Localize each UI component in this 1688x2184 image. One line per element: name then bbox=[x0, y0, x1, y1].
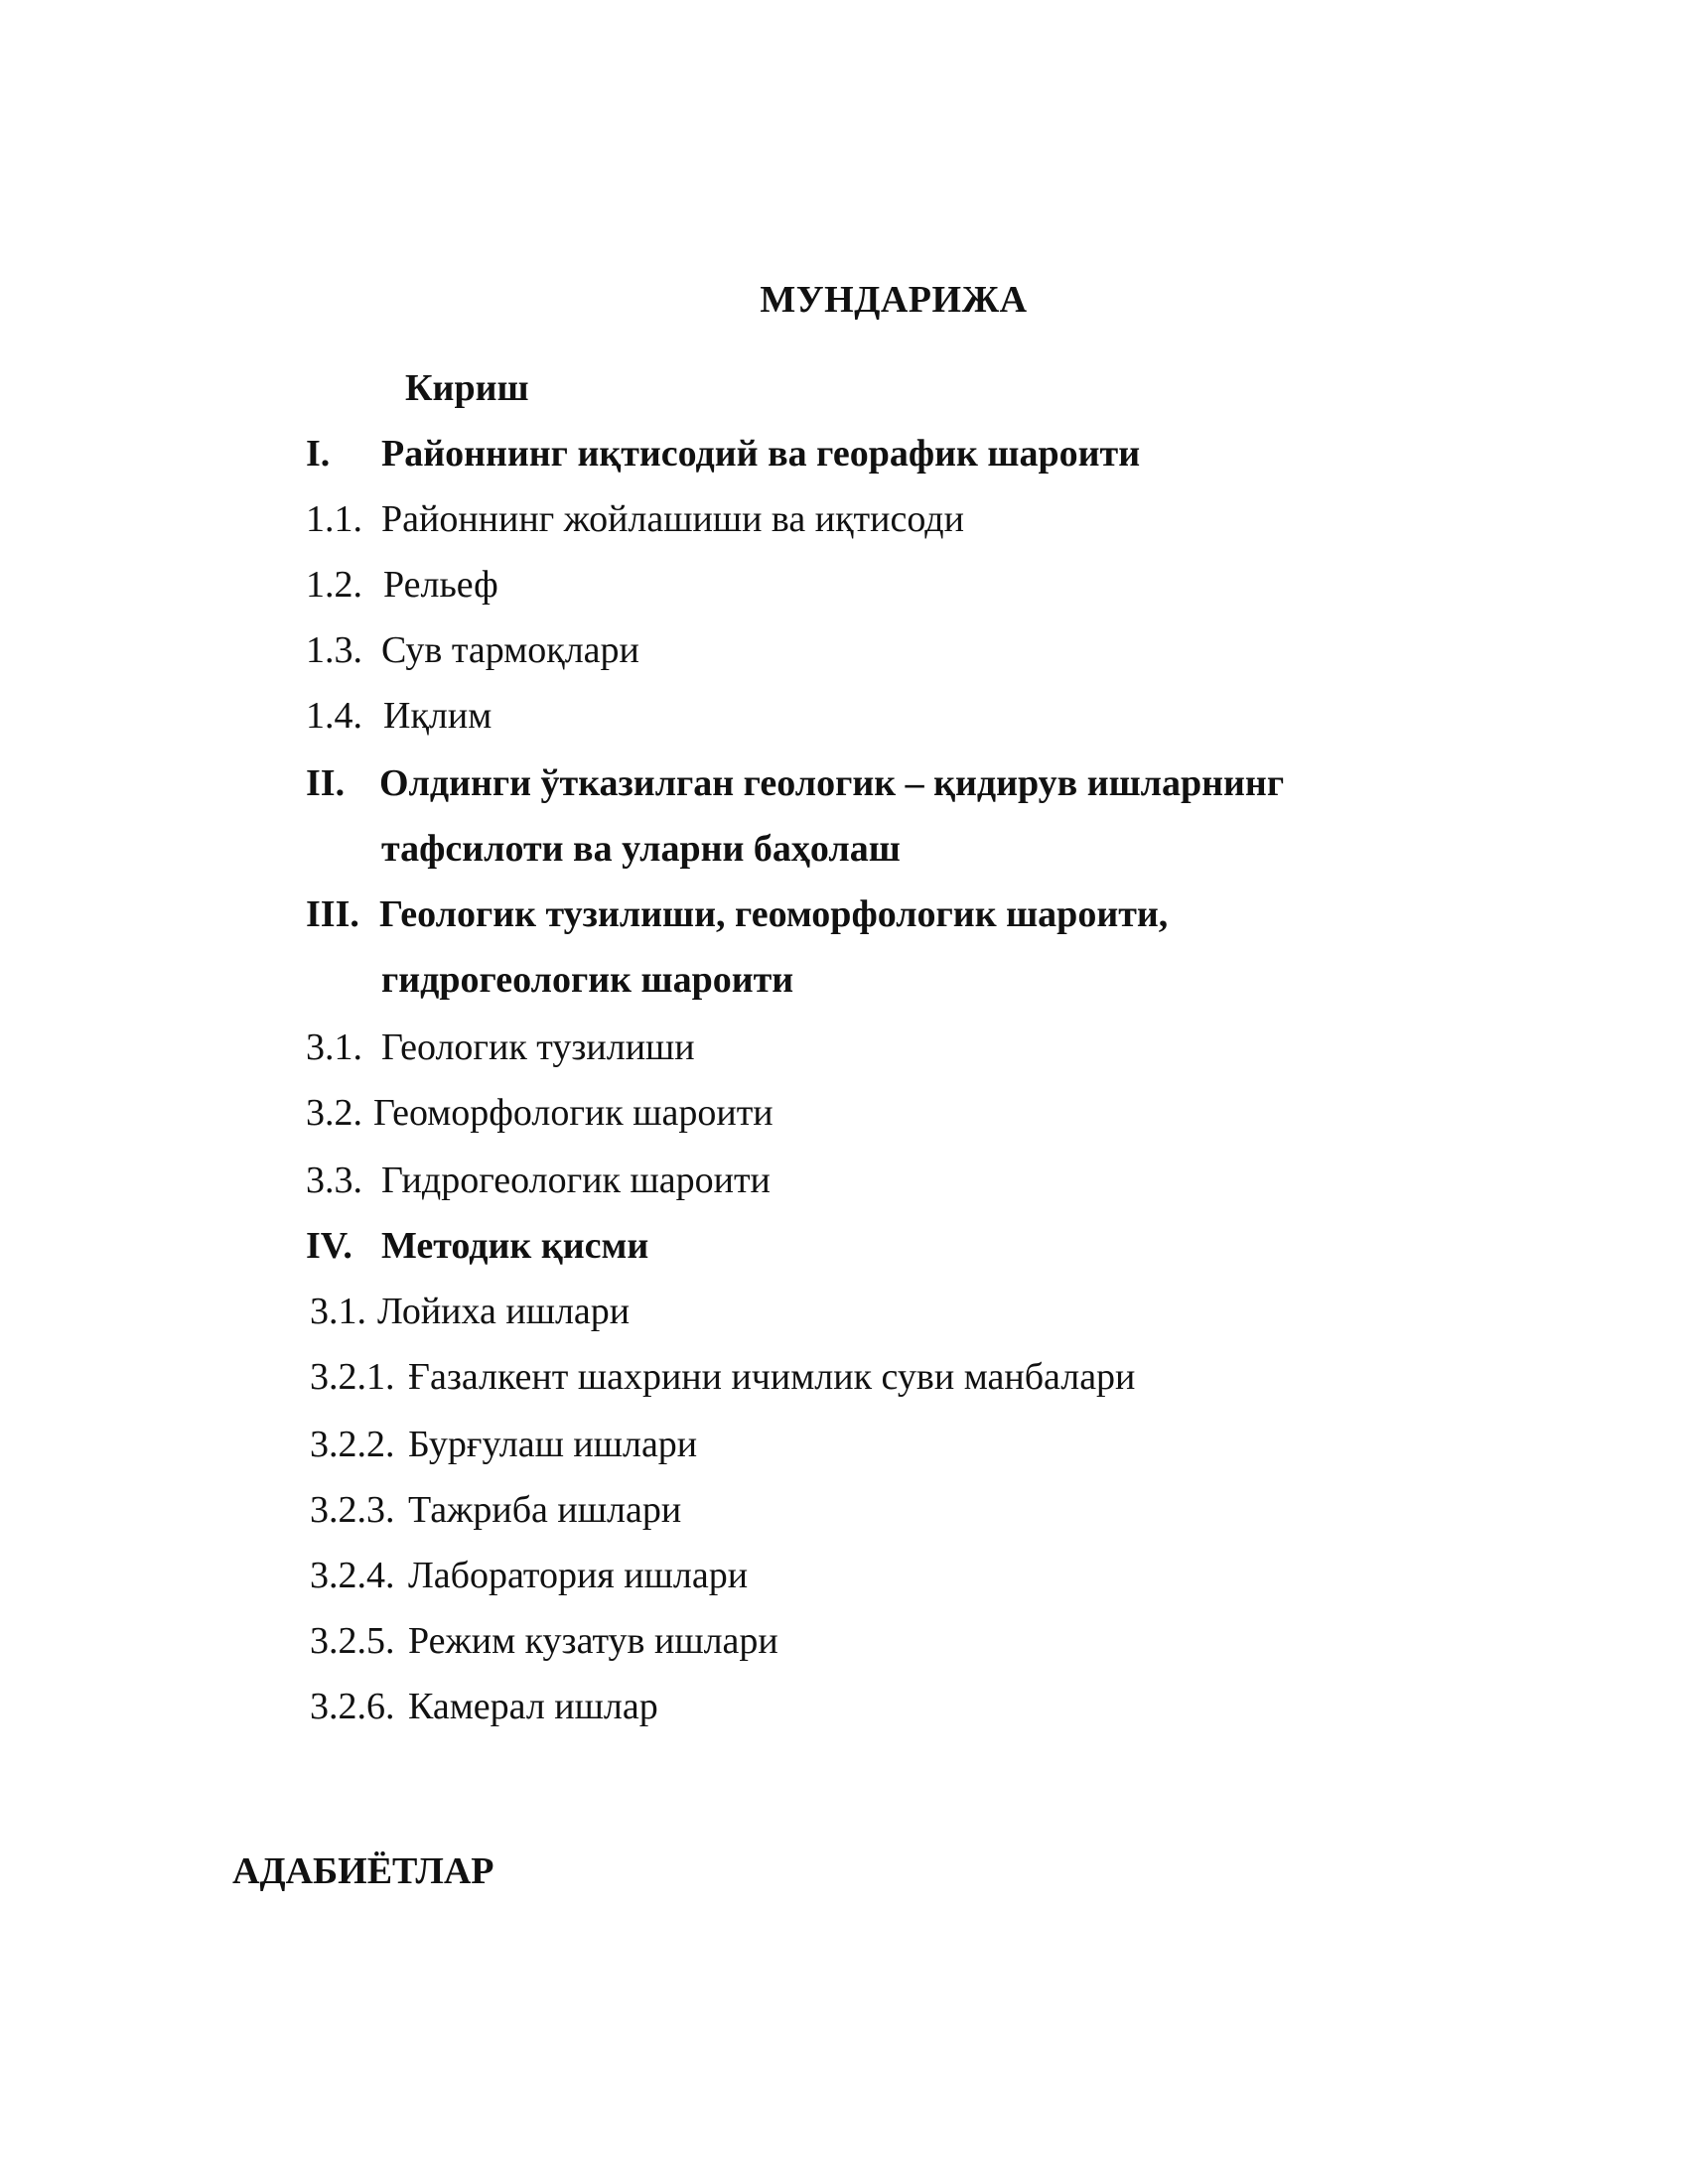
toc-intro: Кириш bbox=[405, 367, 529, 409]
toc-item-1-4-number: 1.4. bbox=[306, 695, 362, 737]
toc-item-1-1-number: 1.1. bbox=[306, 498, 362, 540]
toc-item-3-1-title: Геологик тузилиши bbox=[381, 1026, 695, 1068]
toc-item-1-3-number: 1.3. bbox=[306, 629, 362, 671]
toc-item-3-2-title: Геоморфологик шароити bbox=[373, 1092, 774, 1134]
toc-item-3-3-title: Гидрогеологик шароити bbox=[381, 1160, 771, 1201]
toc-section-2-title: Олдинги ўтказилган геологик – қидирув ишларнинг bbox=[379, 762, 1285, 804]
toc-section-2-title-continued: тафсилоти ва уларни баҳолаш bbox=[381, 828, 901, 870]
toc-item-4-2-5-title: Режим кузатув ишлари bbox=[408, 1620, 778, 1662]
toc-section-3-number: III. bbox=[306, 893, 359, 935]
toc-item-3-2-number: 3.2. bbox=[306, 1092, 362, 1134]
toc-section-2-number: II. bbox=[306, 762, 346, 804]
toc-item-1-2-number: 1.2. bbox=[306, 564, 362, 606]
toc-item-4-2-2-number: 3.2.2. bbox=[310, 1424, 395, 1465]
toc-item-4-2-3-number: 3.2.3. bbox=[310, 1489, 395, 1531]
toc-item-4-1-number: 3.1. bbox=[310, 1291, 366, 1332]
toc-section-4-title: Методик қисми bbox=[381, 1225, 649, 1267]
page-title: МУНДАРИЖА bbox=[760, 279, 1028, 321]
references-heading: АДАБИЁТЛАР bbox=[232, 1850, 494, 1892]
toc-item-4-2-4-title: Лаборатория ишлари bbox=[408, 1555, 749, 1596]
toc-item-4-2-6-title: Камерал ишлар bbox=[408, 1686, 658, 1727]
toc-item-4-1-title: Лойиха ишлари bbox=[377, 1291, 631, 1332]
toc-item-1-3-title: Сув тармоқлари bbox=[381, 629, 639, 671]
toc-item-4-2-4-number: 3.2.4. bbox=[310, 1555, 395, 1596]
toc-item-4-2-6-number: 3.2.6. bbox=[310, 1686, 395, 1727]
toc-item-1-2-title: Рельеф bbox=[383, 564, 498, 606]
toc-section-4-number: IV. bbox=[306, 1225, 352, 1267]
toc-item-3-1-number: 3.1. bbox=[306, 1026, 362, 1068]
toc-section-1-title: Районнинг иқтисодий ва георафик шароити bbox=[381, 433, 1141, 475]
toc-item-4-2-1-title: Ғазалкент шахрини ичимлик суви манбалари bbox=[408, 1356, 1136, 1398]
toc-item-1-4-title: Иқлим bbox=[383, 695, 492, 737]
toc-item-4-2-2-title: Бурғулаш ишлари bbox=[408, 1424, 698, 1465]
toc-item-1-1-title: Районнинг жойлашиши ва иқтисоди bbox=[381, 498, 964, 540]
toc-item-4-2-5-number: 3.2.5. bbox=[310, 1620, 395, 1662]
toc-item-3-3-number: 3.3. bbox=[306, 1160, 362, 1201]
toc-section-3-title-continued: гидрогеологик шароити bbox=[381, 959, 794, 1001]
toc-section-1-number: I. bbox=[306, 433, 331, 475]
toc-section-3-title: Геологик тузилиши, геоморфологик шароити, bbox=[379, 893, 1169, 935]
toc-item-4-2-3-title: Тажриба ишлари bbox=[408, 1489, 682, 1531]
toc-item-4-2-1-number: 3.2.1. bbox=[310, 1356, 395, 1398]
